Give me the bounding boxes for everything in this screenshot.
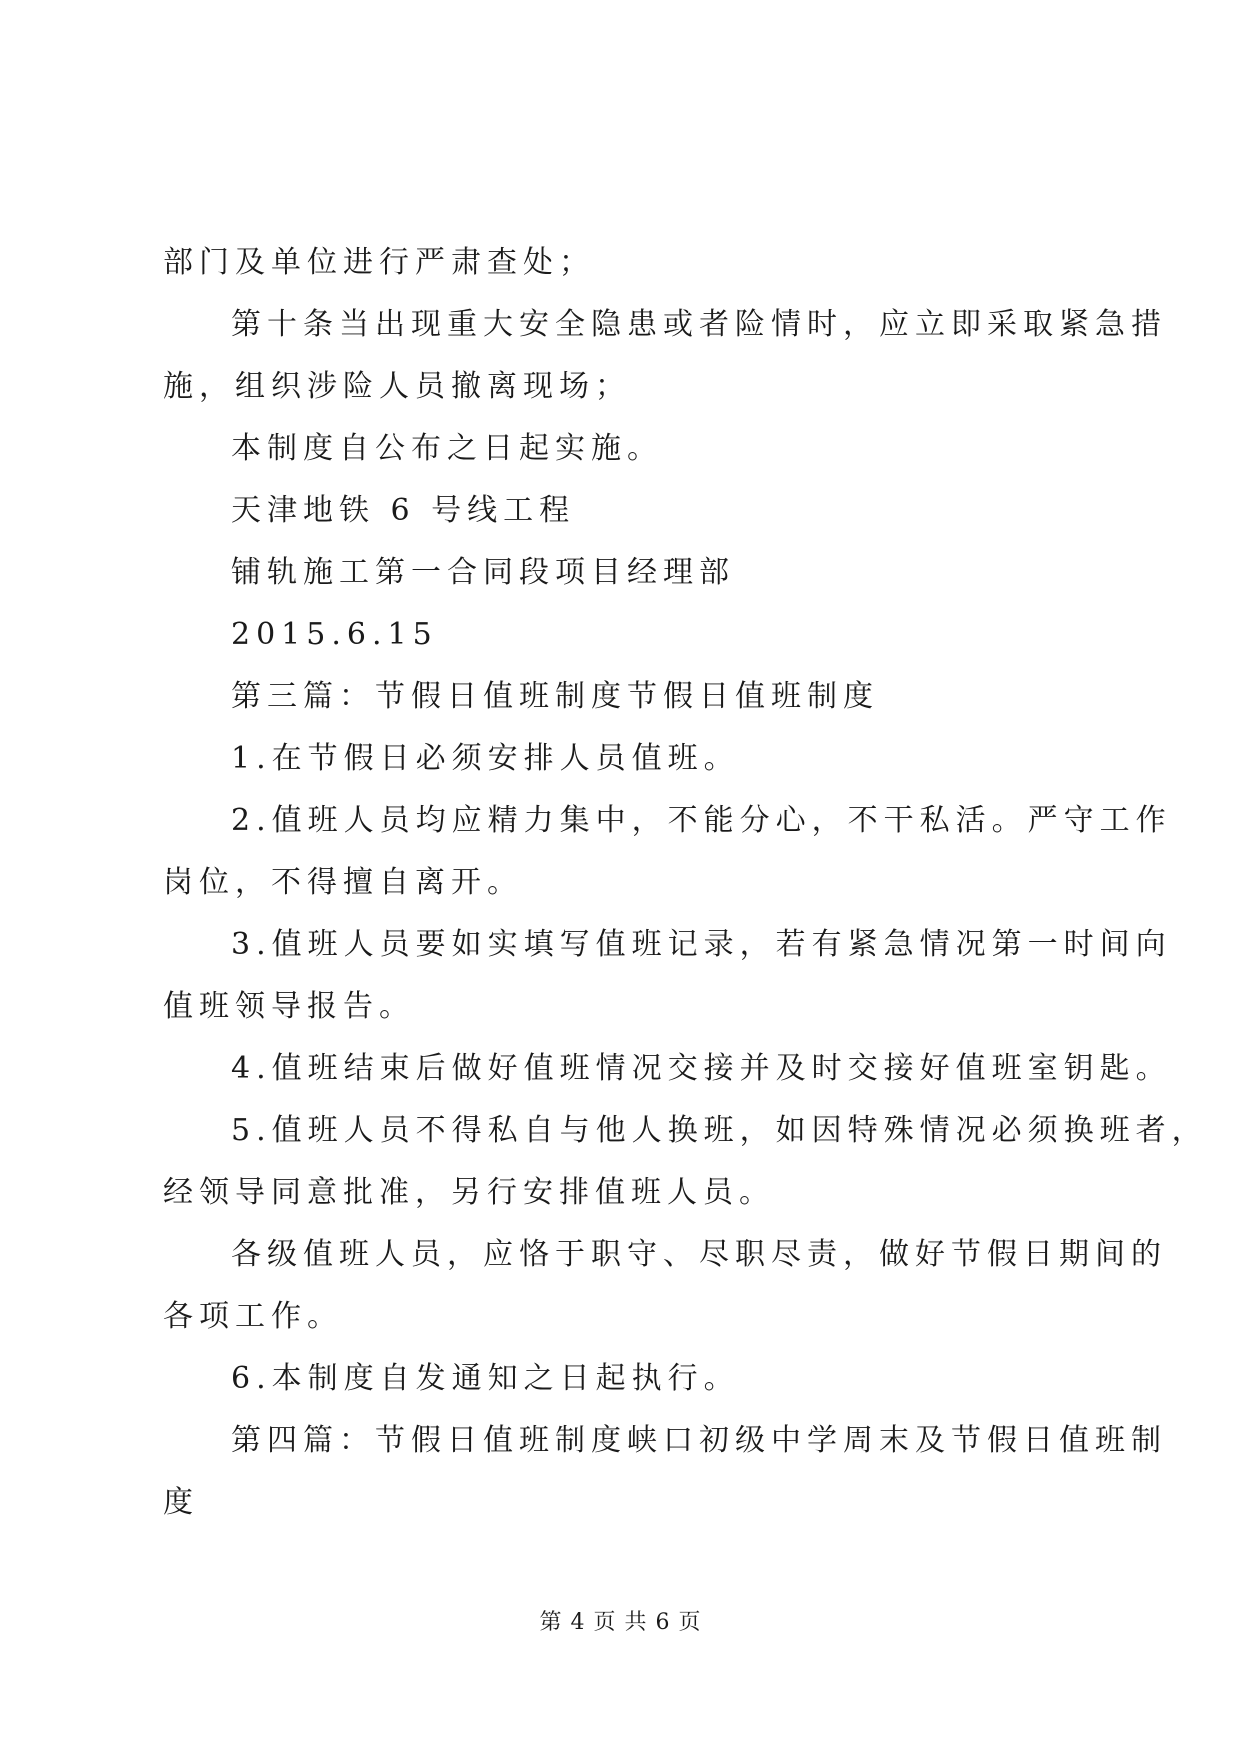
section-heading: 第三篇：节假日值班制度节假日值班制度 — [231, 679, 879, 714]
text-line: 铺轨施工第一合同段项目经理部 — [231, 555, 735, 590]
text-line: 1.在节假日必须安排人员值班。 — [231, 741, 740, 776]
section-heading: 第四篇：节假日值班制度峡口初级中学周末及节假日值班制 — [231, 1423, 1167, 1458]
page-number-label: 第 4 页 共 6 页 — [539, 1610, 702, 1635]
text-line: 施，组织涉险人员撤离现场； — [163, 369, 631, 404]
text-line: 度 — [163, 1485, 199, 1520]
text-line: 天津地铁 6 号线工程 — [231, 493, 576, 528]
text-line: 5.值班人员不得私自与他人换班，如因特殊情况必须换班者， — [231, 1113, 1208, 1148]
text-line: 本制度自公布之日起实施。 — [231, 431, 663, 466]
text-line: 值班领导报告。 — [163, 989, 415, 1024]
text-line: 部门及单位进行严肃查处； — [163, 245, 595, 280]
page-footer — [0, 1605, 1241, 1636]
text-line: 经领导同意批准，另行安排值班人员。 — [163, 1175, 775, 1210]
text-line: 第十条当出现重大安全隐患或者险情时，应立即采取紧急措 — [231, 307, 1167, 342]
text-line: 2015.6.15 — [231, 617, 438, 652]
text-line: 3.值班人员要如实填写值班记录，若有紧急情况第一时间向 — [231, 927, 1172, 962]
text-line: 6.本制度自发通知之日起执行。 — [231, 1361, 740, 1396]
text-line: 岗位，不得擅自离开。 — [163, 865, 523, 900]
text-line: 2.值班人员均应精力集中，不能分心，不干私活。严守工作 — [231, 803, 1172, 838]
text-line: 各项工作。 — [163, 1299, 343, 1334]
text-line: 各级值班人员，应恪于职守、尽职尽责，做好节假日期间的 — [231, 1237, 1167, 1272]
document-body — [163, 232, 1208, 1534]
text-line: 4.值班结束后做好值班情况交接并及时交接好值班室钥匙。 — [231, 1051, 1172, 1086]
